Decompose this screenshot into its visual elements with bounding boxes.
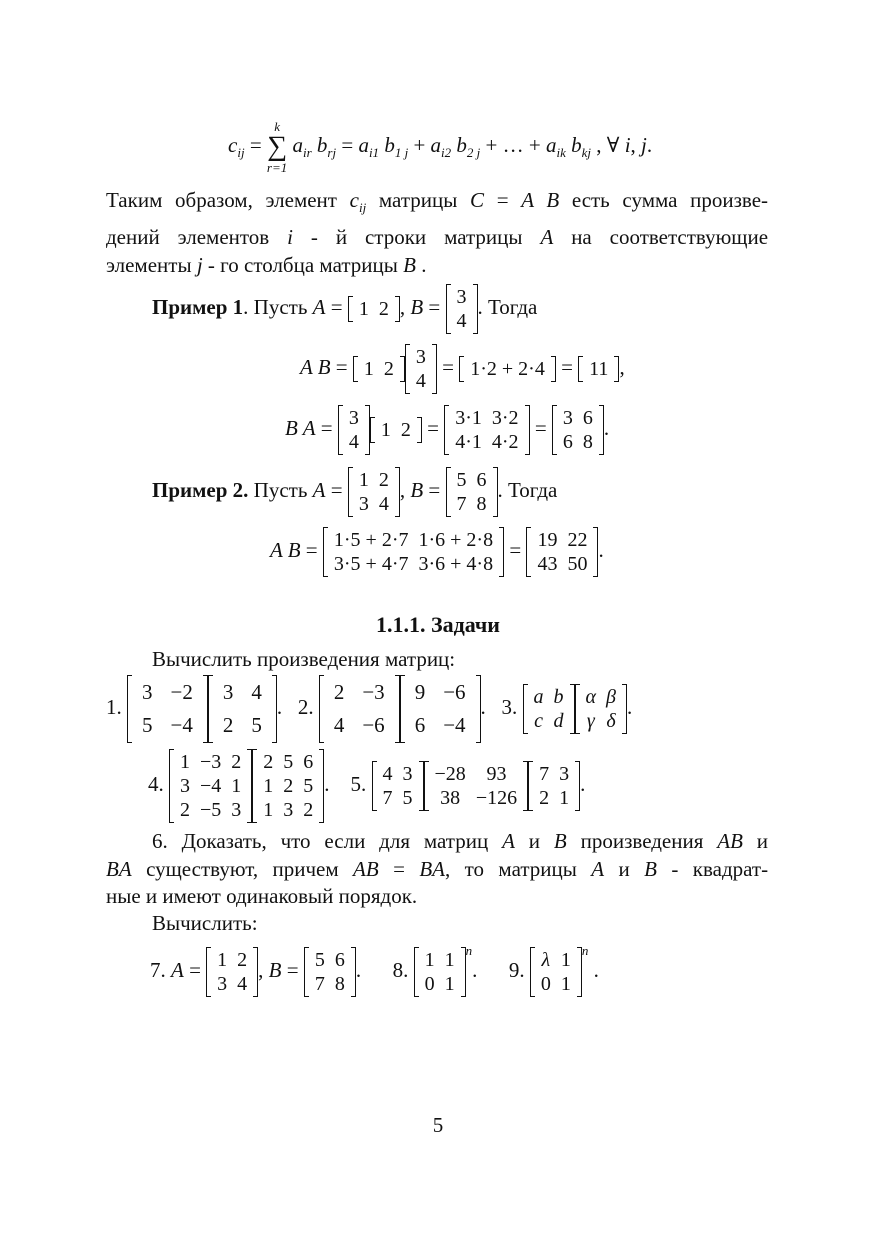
example-1-AB: A B = 1 2 3 4 = 1·2 + 2·4 = 11 , (300, 346, 625, 392)
matrix-ex1-AB-B: 3 4 (405, 345, 437, 393)
matrix-t5-B: −28 93 38 −126 (424, 762, 529, 810)
matrix-t5-A: 4 3 7 5 (372, 762, 424, 810)
sum-symbol: k ∑ r=1 (266, 119, 288, 175)
matrix-ex1-BA-B: 3 4 (338, 406, 370, 454)
matrix-ex2-A: 1 2 3 4 (348, 468, 400, 516)
power-t9: n (581, 943, 589, 958)
matrix-ex1-AB-A: 1 2 (353, 357, 405, 381)
matrix-t9: λ 1 0 1 (530, 948, 582, 996)
matrix-t2-A: 2 −3 4 −6 (319, 676, 400, 742)
task-intro: Вычислить произведения матриц: (152, 647, 456, 671)
task-6-line-2: BA существуют, причем AB = BA, то матрицы A и B - квадрат- (106, 857, 769, 881)
task-6-line-3: ные и имеют одинаковый порядок. (106, 884, 418, 908)
tasks-row-2: 4. 1 −3 2 3 −4 1 2 −5 3 2 5 6 1 2 5 1 3 2 . 5. 4 3 7 5 −28 93 38 −126 7 3 2 1 . (148, 751, 586, 821)
matrix-t4-B: 2 5 6 1 2 5 1 3 2 (252, 750, 324, 822)
matrix-ex2-B: 5 6 7 8 (446, 468, 498, 516)
matrix-ex1-AB-expanded: 1·2 + 2·4 (459, 357, 556, 381)
page-number: 5 (432, 1113, 444, 1137)
matrix-t5-C: 7 3 2 1 (528, 762, 580, 810)
paragraph-line-3: элементы j - го столбца матрицы B . (106, 253, 427, 277)
power-t8: n (465, 943, 473, 958)
matrix-t1-A: 3 −2 5 −4 (127, 676, 208, 742)
tasks-row-1: 1. 3 −2 5 −4 3 4 2 5 . 2. 2 −3 4 −6 9 −6 6 −4 . 3. a b c d α β γ δ . (106, 676, 632, 742)
example-1-statement: Пример 1. Пусть A = 1 2 , B = 3 4 . Тогда (152, 286, 538, 332)
matrix-t3-A: a b c d (523, 685, 575, 733)
matrix-ex1-BA-products: 3·1 3·2 4·1 4·2 (444, 406, 529, 454)
matrix-t7-A: 1 2 3 4 (206, 948, 258, 996)
matrix-ex1-BA-A: 1 2 (370, 418, 422, 442)
matrix-t7-B: 5 6 7 8 (304, 948, 356, 996)
example-1-BA: B A = 3 4 1 2 = 3·1 3·2 4·1 4·2 = 3 6 6 8 . (285, 407, 610, 453)
formula-cij: $c_{ij}$ = k ∑ r=1 $a_{ir}$ $b_{rj} = a_{i1}$ $b_{1 j} + a_{i2}$ $b_{2 j}$ + … + $a_{ik}$ $b_{kj}$ , ∀ i, j. (228, 119, 653, 175)
example-2-AB: A B = 1·5 + 2·7 1·6 + 2·8 3·5 + 4·7 3·6 + 4·8 = 19 22 43 50 . (270, 529, 604, 575)
task-6-line-1: 6. Доказать, что если для матриц A и B произведения AB и (152, 829, 769, 853)
matrix-t2-B: 9 −6 6 −4 (400, 676, 481, 742)
section-title: 1.1.1. Задачи (376, 612, 500, 637)
tasks-row-3: 7. A = 1 2 3 4 , B = 5 6 7 8 . 8. 1 1 0 1 $^n$. 9. λ 1 0 1 $^n$ . (150, 943, 599, 996)
matrix-ex2-AB-result: 19 22 43 50 (526, 528, 598, 576)
matrix-t8: 1 1 0 1 (414, 948, 466, 996)
matrix-ex1-BA-result: 3 6 6 8 (552, 406, 604, 454)
compute-label: Вычислить: (152, 911, 258, 935)
matrix-ex1-A: 1 2 (348, 297, 400, 321)
matrix-t4-A: 1 −3 2 3 −4 1 2 −5 3 (169, 750, 252, 822)
matrix-t3-B: α β γ δ (575, 685, 627, 733)
matrix-ex2-AB-expanded: 1·5 + 2·7 1·6 + 2·8 3·5 + 4·7 3·6 + 4·8 (323, 528, 504, 576)
example-2-statement: Пример 2. Пусть A = 1 2 3 4 , B = 5 6 7 8 . Тогда (152, 469, 558, 515)
paragraph-line-1: Таким образом, элемент $c_{ij}$ матрицы C = A B есть сумма произве- (106, 188, 769, 215)
matrix-t1-B: 3 4 2 5 (208, 676, 277, 742)
paragraph-line-2: дений элементов i - й строки матрицы A на соответствующие (106, 225, 769, 249)
matrix-ex1-B: 3 4 (446, 285, 478, 333)
matrix-ex1-AB-result: 11 (578, 357, 619, 381)
